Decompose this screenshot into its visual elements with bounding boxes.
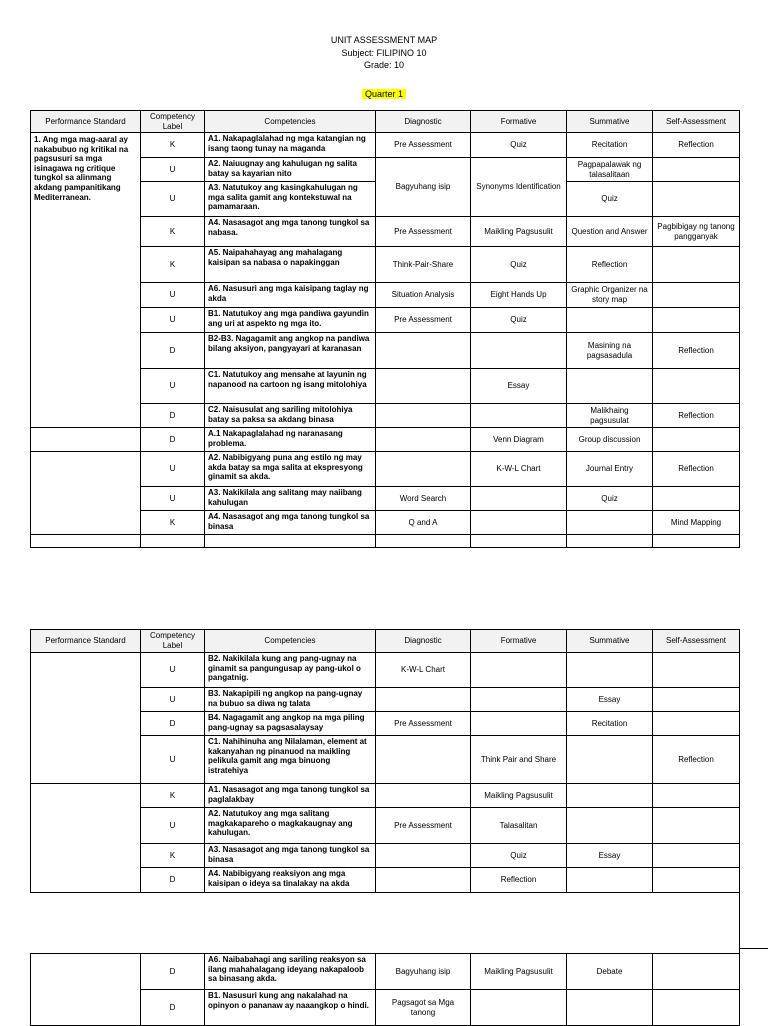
summative-cell — [567, 868, 653, 893]
competency-cell: A4. Nasasagot ang mga tanong tungkol sa binasa — [205, 511, 376, 535]
competency-cell: B3. Nakapipili ng angkop na pang-ugnay na bubuo sa diwa ng talata — [205, 688, 376, 712]
competency-cell: C1. Natutukoy ang mensahe at layunin ng napanood na cartoon ng isang mitolohiya — [205, 369, 376, 404]
competency-label-cell: U — [141, 369, 205, 404]
summative-cell — [567, 990, 653, 1026]
formative-cell: Maikling Pagsusulit — [471, 217, 567, 247]
competency-cell: A6. Naibabahagi ang sariling reaksyon sa ilang mahahalagang ideyang nakapaloob sa binasang akda. — [205, 954, 376, 990]
competency-label-cell: U — [141, 158, 205, 182]
table-row — [31, 954, 740, 990]
competency-label-cell: U — [141, 452, 205, 487]
grade-line: Grade: 10 — [363, 60, 405, 70]
diagnostic-cell: Think-Pair-Share — [376, 247, 471, 283]
summative-cell — [567, 369, 653, 404]
subject-line: Subject: FILIPINO 10 — [341, 47, 427, 58]
self-assessment-cell — [653, 990, 740, 1026]
competency-label-cell: D — [141, 712, 205, 736]
competency-label-cell: K — [141, 511, 205, 535]
diagnostic-cell — [376, 784, 471, 808]
diagnostic-cell — [376, 736, 471, 784]
diagnostic-cell — [376, 844, 471, 868]
self-assessment-cell — [653, 369, 740, 404]
competency-label-cell: U — [141, 808, 205, 844]
summative-cell: Essay — [567, 844, 653, 868]
self-assessment-cell — [653, 808, 740, 844]
formative-cell: Reflection — [471, 868, 567, 893]
competency-label-cell: U — [141, 182, 205, 217]
competency-cell: A6. Nasusuri ang mga kaisipang taglay ng akda — [205, 283, 376, 308]
competency-label-cell: D — [141, 333, 205, 369]
diagnostic-cell: Pre Assessment — [376, 712, 471, 736]
diagnostic-cell: Pre Assessment — [376, 133, 471, 158]
summative-cell: Reflection — [567, 247, 653, 283]
col-header-performance-standard: Performance Standard — [31, 111, 141, 133]
performance-standard-cell: 1. Ang mga mag-aaral ay nakabubuo ng kritikal na pagsusuri sa mga isinagawa ng critique tungkol sa alinmang akdang pampanitikang Mediterranean. — [31, 133, 141, 428]
self-assessment-cell: Reflection — [653, 333, 740, 369]
competency-cell: A2. Nabibigyang puna ang estilo ng may akda batay sa mga salita at ekspresyong ginamit sa akda. — [205, 452, 376, 487]
assessment-table-1 — [30, 110, 740, 548]
competency-label-cell: U — [141, 308, 205, 333]
competency-cell: B2. Nakikilala kung ang pang-ugnay na ginamit sa pangungusap ay pang-ukol o pangatnig. — [205, 653, 376, 688]
competency-cell: A2. Naiuugnay ang kahulugan ng salita batay sa kayarian nito — [205, 158, 376, 182]
competency-label-cell: U — [141, 487, 205, 511]
performance-standard-cell — [31, 954, 141, 1026]
assessment-table-2 — [30, 629, 740, 893]
summative-cell: Debate — [567, 954, 653, 990]
quarter-label-wrap — [0, 84, 768, 102]
formative-cell: Quiz — [471, 844, 567, 868]
competency-cell: A5. Naipahahayag ang mahalagang kaisipan sa nabasa o napakinggan — [205, 247, 376, 283]
summative-cell: Masining na pagsasadula — [567, 333, 653, 369]
summative-cell: Essay — [567, 688, 653, 712]
self-assessment-cell — [653, 688, 740, 712]
formative-cell — [471, 653, 567, 688]
table-row — [31, 653, 740, 688]
table-row — [31, 133, 740, 158]
competency-label-cell: K — [141, 247, 205, 283]
diagnostic-cell — [376, 868, 471, 893]
competency-cell: A3. Nakikilala ang salitang may naiibang kahulugan — [205, 487, 376, 511]
page-edge-line — [739, 885, 740, 1024]
competency-label-cell: K — [141, 133, 205, 158]
self-assessment-cell — [653, 283, 740, 308]
self-assessment-cell — [653, 868, 740, 893]
col-header-competencies: Competencies — [205, 111, 376, 133]
competency-label-cell: K — [141, 784, 205, 808]
self-assessment-cell — [653, 182, 740, 217]
self-assessment-cell — [653, 954, 740, 990]
competency-cell: A3. Natutukoy ang kasingkahulugan ng mga salita gamit ang kontekstuwal na pamamaraan. — [205, 182, 376, 217]
competency-label-cell: D — [141, 404, 205, 428]
diagnostic-cell: Q and A — [376, 511, 471, 535]
diagnostic-cell: Situation Analysis — [376, 283, 471, 308]
summative-cell: Pagpapalawak ng talasalitaan — [567, 158, 653, 182]
competency-label-cell: K — [141, 844, 205, 868]
summative-cell: Question and Answer — [567, 217, 653, 247]
formative-cell: Quiz — [471, 133, 567, 158]
quarter-label: Quarter 1 — [362, 89, 406, 99]
diagnostic-cell — [376, 452, 471, 487]
performance-standard-cell — [31, 452, 141, 535]
competency-label-cell: U — [141, 283, 205, 308]
formative-cell: Talasalitan — [471, 808, 567, 844]
table-row — [31, 428, 740, 452]
formative-cell: Venn Diagram — [471, 428, 567, 452]
competency-label-cell: U — [141, 736, 205, 784]
self-assessment-cell — [653, 247, 740, 283]
summative-cell: Group discussion — [567, 428, 653, 452]
performance-standard-cell — [31, 784, 141, 893]
diagnostic-cell: Bagyuhang isip — [376, 158, 471, 217]
col-header-summative: Summative — [567, 111, 653, 133]
diagnostic-cell: Pre Assessment — [376, 808, 471, 844]
summative-cell: Recitation — [567, 712, 653, 736]
col-header-summative: Summative — [567, 630, 653, 653]
formative-cell: Think Pair and Share — [471, 736, 567, 784]
formative-cell: Maikling Pagsusulit — [471, 954, 567, 990]
assessment-table-3 — [30, 953, 740, 1026]
competency-cell: B1. Natutukoy ang mga pandiwa gayundin ang uri at aspekto ng mga ito. — [205, 308, 376, 333]
summative-cell — [567, 784, 653, 808]
diagnostic-cell: Pre Assessment — [376, 308, 471, 333]
summative-cell: Journal Entry — [567, 452, 653, 487]
summative-cell — [567, 511, 653, 535]
document-title: UNIT ASSESSMENT MAP — [330, 35, 438, 45]
competency-label-cell: U — [141, 653, 205, 688]
col-header-competency-label: Competency Label — [141, 111, 205, 133]
competency-cell: A1. Nakapaglalahad ng mga katangian ng isang taong tunay na maganda — [205, 133, 376, 158]
diagnostic-cell — [376, 688, 471, 712]
self-assessment-cell — [653, 653, 740, 688]
summative-cell — [567, 808, 653, 844]
summative-cell — [567, 308, 653, 333]
self-assessment-cell — [653, 784, 740, 808]
summative-cell: Malikhaing pagsusulat — [567, 404, 653, 428]
summative-cell: Quiz — [567, 182, 653, 217]
competency-label-cell: D — [141, 954, 205, 990]
competency-label-cell: D — [141, 428, 205, 452]
self-assessment-cell — [653, 428, 740, 452]
page-edge-tick — [739, 948, 768, 949]
formative-cell: Essay — [471, 369, 567, 404]
competency-cell: B4. Nagagamit ang angkop na mga piling pang-ugnay sa pagsasalaysay — [205, 712, 376, 736]
col-header-competency-label: Competency Label — [141, 630, 205, 653]
formative-cell: Eight Hands Up — [471, 283, 567, 308]
competency-label-cell: D — [141, 868, 205, 893]
formative-cell — [471, 404, 567, 428]
diagnostic-cell: Word Search — [376, 487, 471, 511]
self-assessment-cell — [653, 487, 740, 511]
table-header-row — [31, 630, 740, 653]
diagnostic-cell: Pagsagot sa Mga tanong — [376, 990, 471, 1026]
competency-cell: B2-B3. Nagagamit ang angkop na pandiwa bilang aksiyon, pangyayari at karanasan — [205, 333, 376, 369]
competency-cell: A3. Nasasagot ang mga tanong tungkol sa binasa — [205, 844, 376, 868]
competency-cell: C2. Naisusulat ang sariling mitolohiya batay sa paksa sa akdang binasa — [205, 404, 376, 428]
formative-cell — [471, 487, 567, 511]
formative-cell — [471, 333, 567, 369]
formative-cell — [471, 511, 567, 535]
diagnostic-cell: Pre Assessment — [376, 217, 471, 247]
summative-cell: Graphic Organizer na story map — [567, 283, 653, 308]
col-header-formative: Formative — [471, 630, 567, 653]
diagnostic-cell — [376, 333, 471, 369]
self-assessment-cell — [653, 844, 740, 868]
col-header-formative: Formative — [471, 111, 567, 133]
self-assessment-cell: Pagbibigay ng tanong pangganyak — [653, 217, 740, 247]
col-header-performance-standard: Performance Standard — [31, 630, 141, 653]
formative-cell — [471, 990, 567, 1026]
formative-cell: Maikling Pagsusulit — [471, 784, 567, 808]
formative-cell: Quiz — [471, 247, 567, 283]
table-row — [31, 784, 740, 808]
summative-cell: Recitation — [567, 133, 653, 158]
formative-cell — [471, 712, 567, 736]
summative-cell — [567, 653, 653, 688]
self-assessment-cell: Reflection — [653, 452, 740, 487]
self-assessment-cell: Reflection — [653, 133, 740, 158]
competency-cell: B1. Nasusuri kung ang nakalahad na opinyon o pananaw ay naaangkop o hindi. — [205, 990, 376, 1026]
diagnostic-cell — [376, 428, 471, 452]
table-row — [31, 452, 740, 487]
self-assessment-cell: Reflection — [653, 736, 740, 784]
self-assessment-cell — [653, 308, 740, 333]
col-header-self-assessment: Self-Assessment — [653, 111, 740, 133]
col-header-self-assessment: Self-Assessment — [653, 630, 740, 653]
summative-cell: Quiz — [567, 487, 653, 511]
competency-cell: A.1 Nakapaglalahad ng naranasang problema. — [205, 428, 376, 452]
competency-cell: C1. Nahihinuha ang Nilalaman, element at kakanyahan ng pinanuod na maikling pelikula gamit ang mga binuong istratehiya — [205, 736, 376, 784]
competency-cell: A1. Nasasagot ang mga tanong tungkol sa paglalakbay — [205, 784, 376, 808]
formative-cell — [471, 688, 567, 712]
self-assessment-cell — [653, 158, 740, 182]
competency-cell: A2. Natutukoy ang mga salitang magkakapareho o magkakaugnay ang kahulugan. — [205, 808, 376, 844]
diagnostic-cell: Bagyuhang isip — [376, 954, 471, 990]
summative-cell — [567, 736, 653, 784]
diagnostic-cell — [376, 404, 471, 428]
competency-cell: A4. Nabibigyang reaksiyon ang mga kaisipan o ideya sa tinalakay na akda — [205, 868, 376, 893]
diagnostic-cell: K-W-L Chart — [376, 653, 471, 688]
self-assessment-cell — [653, 712, 740, 736]
performance-standard-cell — [31, 428, 141, 452]
formative-cell: K-W-L Chart — [471, 452, 567, 487]
competency-label-cell: D — [141, 990, 205, 1026]
col-header-competencies: Competencies — [205, 630, 376, 653]
performance-standard-cell — [31, 653, 141, 784]
self-assessment-cell: Reflection — [653, 404, 740, 428]
document-header — [0, 34, 768, 72]
self-assessment-cell: Mind Mapping — [653, 511, 740, 535]
competency-cell: A4. Nasasagot ang mga tanong tungkol sa nabasa. — [205, 217, 376, 247]
formative-cell: Quiz — [471, 308, 567, 333]
competency-label-cell: K — [141, 217, 205, 247]
formative-cell: Synonyms Identification — [471, 158, 567, 217]
col-header-diagnostic: Diagnostic — [376, 111, 471, 133]
diagnostic-cell — [376, 369, 471, 404]
col-header-diagnostic: Diagnostic — [376, 630, 471, 653]
table-row-empty — [31, 535, 740, 548]
table-header-row — [31, 111, 740, 133]
competency-label-cell: U — [141, 688, 205, 712]
